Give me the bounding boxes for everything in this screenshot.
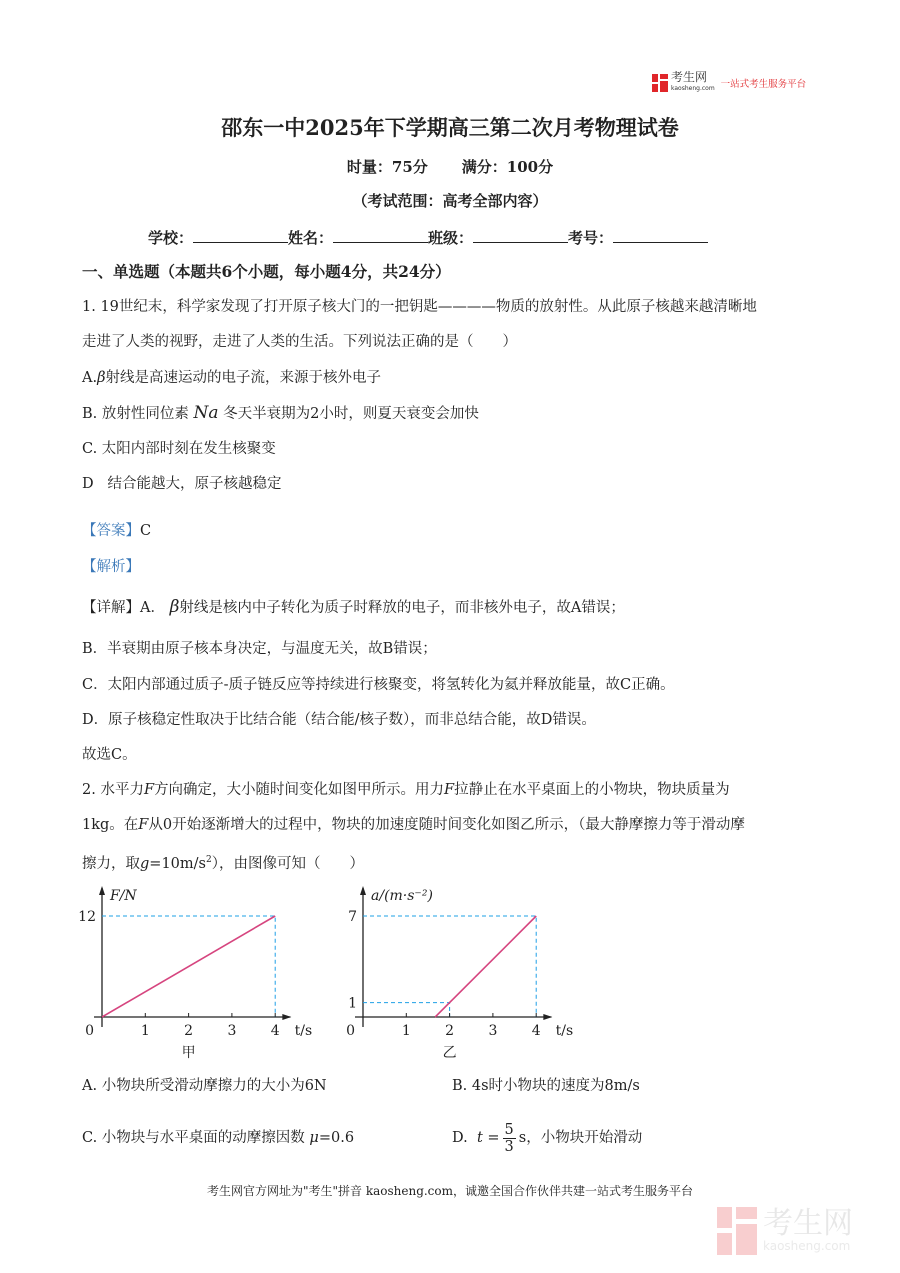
y-tick-label: 12 — [78, 909, 96, 925]
exponent: 2 — [205, 855, 212, 865]
option-text: s，小物块开始滑动 — [518, 1130, 643, 1146]
x-tick-label: 2 — [445, 1023, 455, 1039]
beta-symbol: β — [169, 597, 180, 617]
x-tick-label: 4 — [531, 1023, 541, 1039]
series-line — [435, 916, 536, 1017]
y-axis-arrow-icon — [360, 886, 366, 895]
q2-stem-line2 — [82, 815, 745, 835]
watermark-domain: kaosheng.com — [763, 1239, 851, 1253]
exam-title: 邵东一中2025年下学期高三第二次月考物理试卷 — [221, 115, 679, 140]
x-axis-arrow-icon — [282, 1014, 291, 1020]
kaosheng-logo — [652, 72, 806, 94]
school-label: 学校： — [148, 229, 194, 247]
q1-detail-a — [82, 597, 625, 618]
stem-text: 2. 水平力 — [82, 782, 144, 798]
equals: = — [487, 1130, 500, 1146]
x-tick-label: 3 — [227, 1023, 237, 1039]
stem-text: ），由图像可知（ ） — [211, 855, 364, 872]
option-text: B. 放射性同位素 — [82, 406, 189, 422]
origin-label: 0 — [85, 1023, 94, 1039]
y-axis-label: F/N — [110, 888, 137, 904]
stem-text: 1kg。在 — [82, 817, 139, 833]
force-symbol: F — [138, 817, 149, 833]
q1-analysis-label: 【解析】 — [82, 559, 140, 575]
y-axis-label: a/(m·s⁻²) — [371, 888, 433, 904]
q2-option-b: B. 4s时小物块的速度为8m/s — [452, 1078, 640, 1094]
footer-note: 考生网官方网址为"考生"拼音 kaosheng.com，诚邀全国合作伙伴共建一站式考生服务平台 — [206, 1184, 694, 1198]
graph-caption: 乙 — [442, 1045, 457, 1061]
denominator: 3 — [504, 1138, 514, 1155]
q1-stem-line1: 1. 19世纪末，科学家发现了打开原子核大门的一把钥匙————物质的放射性。从此原子核越来越清晰地 — [82, 299, 757, 315]
beta-symbol: β — [97, 370, 106, 386]
detail-label: 【详解】 — [82, 600, 140, 616]
logo-domain: kaosheng.com — [671, 85, 715, 92]
origin-label: 0 — [346, 1023, 355, 1039]
watermark-logo-icon — [717, 1207, 757, 1255]
option-text: 射线是高速运动的电子流，来源于核外电子 — [105, 370, 381, 386]
stem-text: 方向确定，大小随时间变化如图甲所示。用力 — [154, 782, 445, 798]
t-symbol: t — [476, 1130, 483, 1146]
exam-time-score — [0, 157, 900, 177]
g-symbol: g — [140, 855, 150, 872]
logo-name: 考生网 — [671, 70, 708, 84]
x-axis-arrow-icon — [543, 1014, 552, 1020]
score-label: 满分：100分 — [461, 158, 554, 176]
y-tick-label: 7 — [348, 909, 357, 925]
mu-symbol: μ — [309, 1130, 319, 1146]
detail-text: 射线是核内中子转化为质子时释放的电子，而非核外电子，故A错误； — [179, 600, 625, 616]
q1-answer — [82, 521, 151, 541]
name-label: 姓名： — [288, 229, 334, 247]
fraction — [503, 1122, 516, 1155]
kaosheng-watermark — [717, 1207, 853, 1255]
logo-mark-icon — [652, 74, 668, 92]
numerator: 5 — [504, 1121, 514, 1138]
stem-text: 从0开始逐渐增大的过程中，物块的加速度随时间变化如图乙所示，（最大静摩擦力等于滑动摩 — [148, 817, 745, 833]
name-field[interactable] — [333, 228, 428, 243]
force-symbol: F — [444, 782, 455, 798]
graph-jia — [80, 880, 320, 1065]
answer-value: C — [140, 523, 152, 539]
x-tick-label: 4 — [270, 1023, 280, 1039]
stem-text: 擦力，取 — [82, 855, 140, 872]
option-text: C. 小物块与水平桌面的动摩擦因数 — [82, 1130, 305, 1146]
stem-text: =10m/s — [149, 855, 206, 872]
q1-conclusion: 故选C。 — [82, 747, 137, 763]
q1-option-a — [82, 368, 381, 388]
series-line — [102, 916, 275, 1017]
q1-detail-b: B．半衰期由原子核本身决定，与温度无关，故B错误； — [82, 641, 437, 657]
x-tick-label: 3 — [488, 1023, 498, 1039]
stem-text: 拉静止在水平桌面上的小物块，物块质量为 — [454, 782, 730, 798]
number-field[interactable] — [613, 228, 708, 243]
logo-slogan: 一站式考生服务平台 — [720, 79, 807, 90]
na-symbol: Na — [193, 403, 219, 423]
option-text: =0.6 — [318, 1130, 355, 1146]
q1-detail-d: D．原子核稳定性取决于比结合能（结合能/核子数），而非总结合能，故D错误。 — [82, 712, 596, 728]
answer-label: 【答案】 — [82, 523, 140, 539]
q1-option-d: D 结合能越大，原子核越稳定 — [82, 476, 282, 492]
x-tick-label: 1 — [140, 1023, 150, 1039]
x-axis-label: t/s — [555, 1023, 574, 1039]
option-letter: D. — [452, 1130, 468, 1146]
info-fields — [148, 228, 708, 248]
q2-option-d — [452, 1114, 642, 1162]
q1-option-c: C. 太阳内部时刻在发生核聚变 — [82, 441, 276, 457]
q1-stem-line2: 走进了人类的视野，走进了人类的生活。下列说法正确的是（ ） — [82, 334, 517, 350]
exam-scope: （考试范围：高考全部内容） — [352, 192, 548, 210]
time-label: 时量：75分 — [346, 158, 428, 176]
y-tick-label: 1 — [348, 995, 357, 1012]
q1-detail-c: C．太阳内部通过质子-质子链反应等持续进行核聚变，将氢转化为氦并释放能量，故C正确。 — [82, 677, 675, 693]
q2-option-c — [82, 1128, 354, 1148]
q2-option-a: A. 小物块所受滑动摩擦力的大小为6N — [82, 1078, 327, 1094]
graph-yi — [340, 880, 580, 1065]
option-letter: A. — [82, 370, 98, 386]
x-tick-label: 1 — [401, 1023, 411, 1039]
watermark-name: 考生网 — [763, 1206, 853, 1241]
q2-stem-line1 — [82, 780, 730, 800]
option-letter: A． — [140, 600, 165, 616]
force-symbol: F — [143, 782, 155, 798]
option-text: 冬天半衰期为2小时，则夏天衰变会加快 — [223, 406, 479, 422]
q2-stem-line3 — [82, 850, 364, 874]
q1-option-b — [82, 403, 479, 424]
section-heading: 一、单选题（本题共6个小题，每小题4分，共24分） — [82, 262, 451, 281]
x-axis-label: t/s — [294, 1023, 313, 1039]
number-label: 考号： — [568, 229, 614, 247]
class-label: 班级： — [428, 229, 474, 247]
school-field[interactable] — [193, 228, 288, 243]
x-tick-label: 2 — [184, 1023, 194, 1039]
class-field[interactable] — [473, 228, 568, 243]
y-axis-arrow-icon — [99, 886, 105, 895]
graph-caption: 甲 — [181, 1045, 196, 1061]
